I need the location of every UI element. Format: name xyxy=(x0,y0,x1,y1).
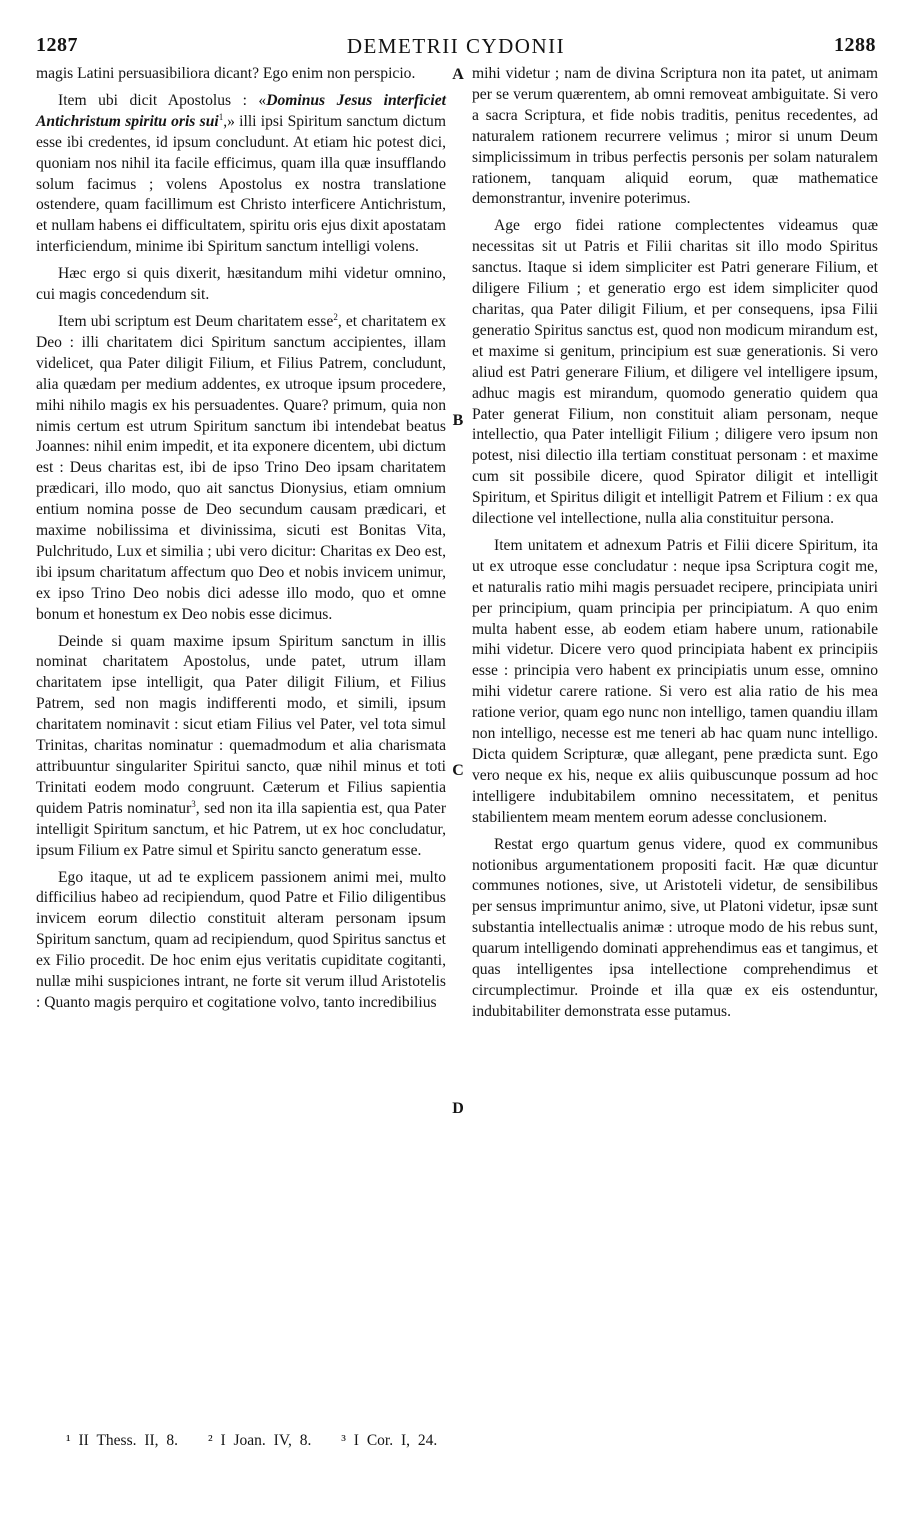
footnote-ref: 2 xyxy=(333,311,338,322)
left-column xyxy=(36,64,446,1014)
footnote: ³ I Cor. I, 24. xyxy=(341,1432,438,1449)
page-number-right: 1288 xyxy=(834,34,876,56)
paragraph-text: Item ubi dicit Apostolus : « xyxy=(58,91,267,109)
paragraph-text: ,» illi ipsi Spiritum sanctum dictum esse ibi credentes, id ipsum concludunt. At etiam hic potest dici, quoniam nos nihil ita facile efficimus, quam illa quæ insufflando solum facimus ; volens Apostolus ex nostra translatione ostendere, quam facillimum est Christo interficere Antichristum, et nullam habens ei difficultatem, spiritu oris ejus dixit apostatam interficiendum, minime ibi Spiritum sanctum intelligi volens. xyxy=(36,112,446,256)
paragraph-text: , et charitatem ex Deo : illi charitatem dici Spiritum sanctum accipientes, illam videlicet, qua Pater diligit Filium, et Filius Patrem, concludunt, alia quædam per medium addentes, ex utroque ipsum procedere, mihi nihilo magis ex his persuadentes. Quare? primum, quia non nimis certum est utrum Spiritum sanctum ibi intendebat beatus Joannes: nihil enim impedit, et ita exponere dicentem, ubi dictum est : Deus charitas est, ibi de ipso Trino Deo ipsam charitatem prædicari, illo modo, quo ait sanctus Dionysius, etiam omnium entium nomina posse de Deo secundum causam prædicari, et maxime nobilissima et divinissima, sicuti est Bonitas Vita, Pulchritudo, Lux et similia ; ubi vero dicitur: Charitas ex Deo est, ibi ipsum charitatum affectum quo Deo et nobis invicem unimur, ex ipso Trino Deo nobis dici adesse illo modo, quo et omne bonum et honestum ex Deo nobis esse dicimus. xyxy=(36,312,446,623)
paragraph: magis Latini persuasibiliora dicant? Ego enim non perspicio. xyxy=(36,65,416,82)
paragraph: Restat ergo quartum genus videre, quod ex communibus notionibus argumentationem propositi facit. Hæ quæ dicuntur communes notiones, sive, ut Aristoteli videtur, de sensibilibus per sensus imprimuntur animo, sive, ut Platoni videtur, ipsæ sunt substantia intellectualis animæ : utroque modo de his rebus sunt, quarum intelligendo dominati apprehendimus eas et tangimus, et quas intelligentes ipsa intellectione comprehendimus et circumplectimur. Proinde et illa quæ ex eis ostenduntur, indubitabiliter demonstrata esse putamus. xyxy=(472,835,878,1020)
footnotes xyxy=(66,1432,459,1450)
footnote: ² I Joan. IV, 8. xyxy=(207,1432,312,1449)
paragraph xyxy=(36,632,446,862)
paragraph xyxy=(36,312,446,626)
right-column xyxy=(472,64,878,1023)
paragraph: Ego itaque, ut ad te explicem passionem animi mei, multo difficilius habeo ad recipiendum, quod Patre et Filio diligentibus invicem eorum dilectio constituit alteram personam ipsum Spiritum sanctum, quam ad recipiendum, quod Spiritus sanctus et ex Filio procedit. De hoc enim ejus veritatis cupiditate cogitanti, nullæ mihi suspiciones intrant, ne forte sit verum illud Aristotelis : Quanto magis perquiro et cogitatione volvo, tanto incredibilius xyxy=(36,868,446,1011)
footnote-ref: 3 xyxy=(191,798,196,809)
margin-letter-a: A xyxy=(452,66,464,83)
paragraph-text: Item ubi scriptum est Deum charitatem esse xyxy=(58,312,334,330)
paragraph-text: Deinde si quam maxime ipsum Spiritum sanctum in illis nominat charitatem Apostolus, unde patet, utrum illam charitatem ipse intelligit, qua Pater diligit Filium, et Filius Patrem, sed non magis indifferenti modo, et simili, ipsum charitatem nominavit : sicut etiam Filius vel Pater, vel tota simul Trinitas, charitas nominatur : quemadmodum et alia charismata attribuuntur singulariter Spiritui sancto, quæ nihil minus et toti Trinitati eodem modo congruunt. Cæterum et Filius sapientia quidem Patris nominatur xyxy=(36,632,446,817)
margin-letter-b: B xyxy=(452,412,464,429)
paragraph: Item unitatem et adnexum Patris et Filii dicere Spiritum, ita ut ex utroque esse concludatur : neque ipsa Scriptura cogit me, et naturalis ratio mihi magis persuadet recipere, principiata uniri per principium, quam principia per principiatum. A quo enim multa habent esse, ab eodem etiam habere unum, rationabile mihi videtur. Dicere vero quod principiata habent ex principiis esse : principia vero habent ex principiatis unum esse, omnino mihi videtur carere ratione. Si vero est alia ratio de his mea ratione verior, quam ego nunc non intelligo, tamen quandiu illam non intelligo, necesse est me teneri ab hac quam nunc intelligo. Dicta quidem Scripturæ, quæ allegant, pene prædicta sunt. Ego vero neque ex his, neque ex aliis quibuscunque possum ad hoc intelligere indubitabilem omnino necessitatem, et penitus stabilientem meam mentem eorum adesse conclusionem. xyxy=(472,536,879,826)
page-number-left: 1287 xyxy=(36,34,78,56)
paragraph xyxy=(36,91,446,258)
paragraph: mihi videtur ; nam de divina Scriptura non ita patet, ut animam per se verum quærentem, ab omni removeat ambiguitate. Si vero a sacra Scriptura, et fide nobis traditis, penitus recedentes, ad naturalem rationem recurrere velimus ; miror si unum Deum simplicissimum in tribus perfectis personis per solam naturalem rationem, tanquam aliquid eorum, quæ mathematice demonstrantur, invenire poterimus. xyxy=(472,65,878,208)
scripture-quote: Dominus Jesus interficiet Antichristum spiritu oris sui xyxy=(36,91,446,130)
running-header xyxy=(36,34,876,62)
footnote-ref: 1 xyxy=(218,111,224,122)
running-title: DEMETRII CYDONII xyxy=(346,34,566,58)
paragraph-text: , sed non ita illa sapientia est, qua Pater intelligit Spiritum sanctum, et hic Patrem, ut ex hoc concludatur, ipsum Filium ex Patre simul et Spiritu sancto generatum esse. xyxy=(36,799,447,859)
footnote: ¹ II Thess. II, 8. xyxy=(66,1432,179,1449)
paragraph: Age ergo fidei ratione complectentes videamus quæ necessitas sit ut Patris et Filii charitas sit illo modo Spiritus sanctus. Itaque si idem simpliciter est Patri generare Filium, et diligere Filium ; et generatio ergo est idem simpliciter quod charitas, qua Pater diligit Filium, et per consequens, ipsa Filii generatio Spiritus sanctus est, quod non modicum mirandum est, et maxime si genitum, principium est suæ generationis. Si vero aliud est Patri generare Filium, et diligere vel intelligere ipsum, adhuc magis est mirandum, quomodo generatio quidem qua Pater generat Filium, non constituit aliam personam, neque intellectio, qua Pater intelligit Filium ; diligere vero ipsum non potest, nisi dilectio illa tertiam constituat personam : et maxime cum sit possibile dicere, quod Spirator diligit et intelligit Spiritum, et Spiritus diligit et intelligit Patrem et Filium : ex qua dilectione vel intellectione, nulla alia constituitur persona. xyxy=(472,217,878,528)
margin-letter-d: D xyxy=(452,1100,464,1117)
margin-letter-c: C xyxy=(452,762,464,779)
paragraph: Hæc ergo si quis dixerit, hæsitandum mihi videtur omnino, cui magis concedendum sit. xyxy=(36,265,446,304)
